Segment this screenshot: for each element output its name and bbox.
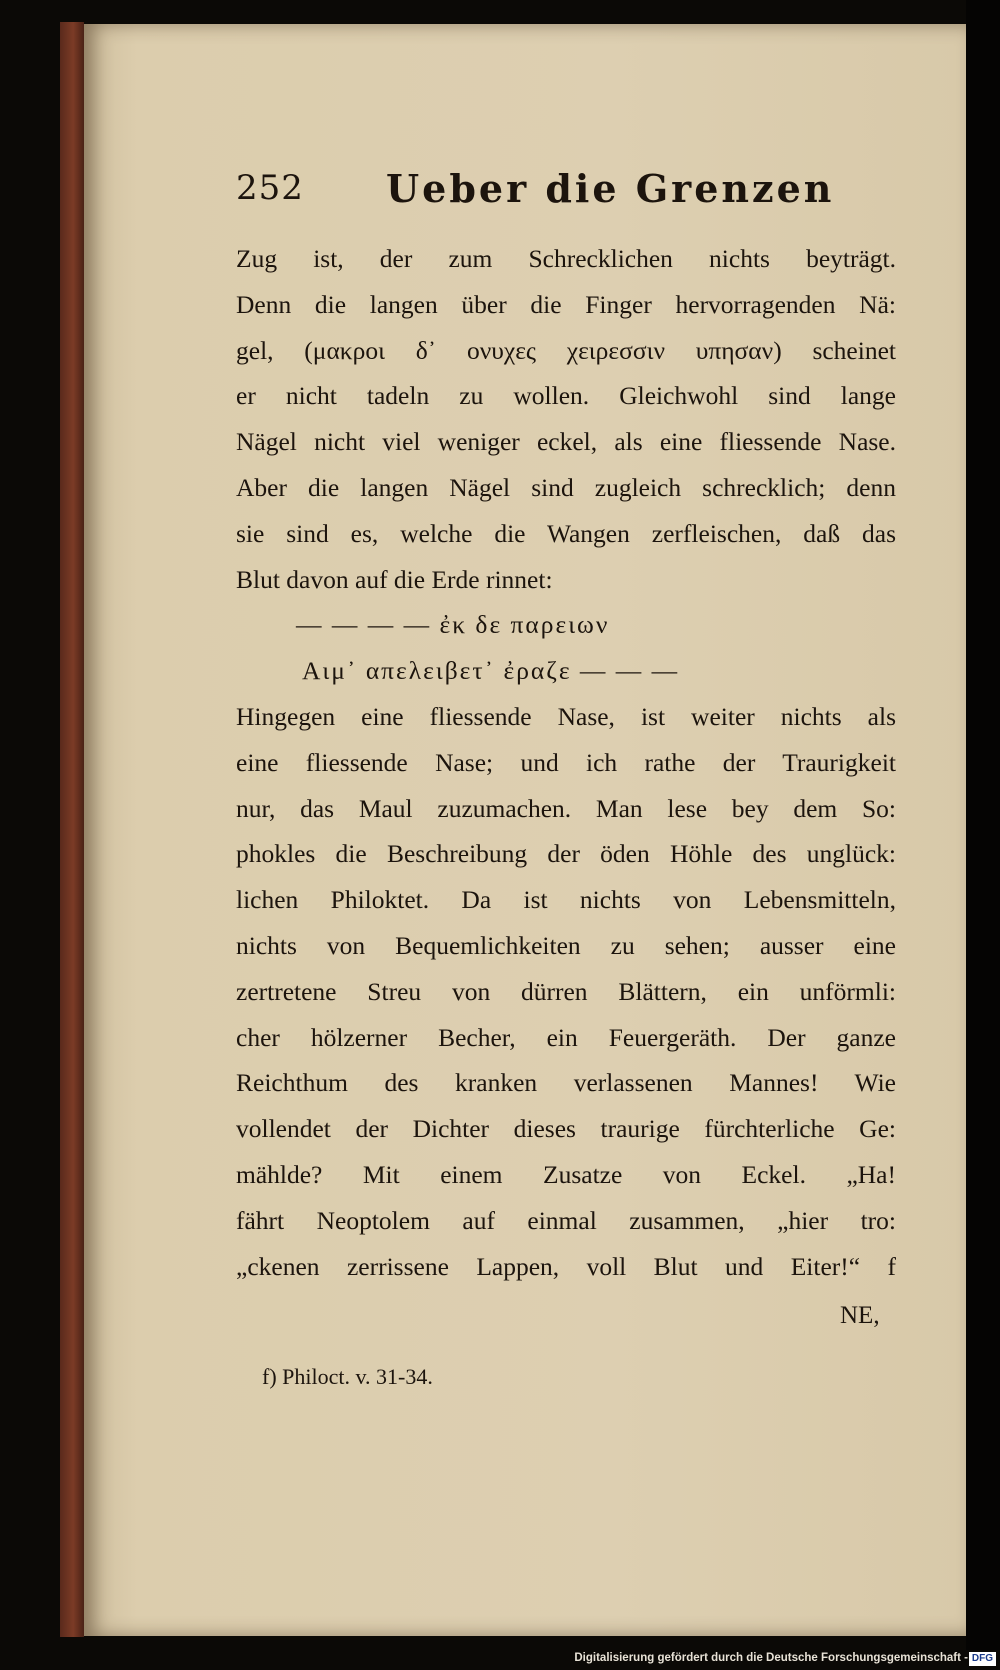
dfg-logo: DFG xyxy=(969,1652,996,1666)
text-line: Zug ist, der zum Schrecklichen nichts beyträgt. xyxy=(236,244,896,273)
text-line: nichts von Bequemlichkeiten zu sehen; ausser eine xyxy=(236,930,896,960)
text-line: Hingegen eine fliessende Nase, ist weiter nichts als xyxy=(236,701,896,731)
text-line: Reichthum des kranken verlassenen Mannes! Wie xyxy=(236,1068,896,1098)
text-line: phokles die Beschreibung der öden Höhle des unglück: xyxy=(236,839,896,869)
text-line: „ckenen zerrissene Lappen, voll Blut und Eiter!“ f xyxy=(236,1251,896,1281)
text-line: cher hölzerner Becher, ein Feuergeräth. Der ganze xyxy=(236,1022,896,1052)
text-line: Denn die langen über die Finger hervorragenden Nä: xyxy=(236,289,896,319)
text-line: Blut davon auf die Erde rinnet: xyxy=(236,564,553,594)
page-header xyxy=(236,168,896,218)
greek-quote-line: Αιμ᾽ απελειβετ᾽ ἐραζε — — — xyxy=(302,656,680,686)
catchword: NE, xyxy=(840,1302,880,1329)
body-text xyxy=(236,236,896,1289)
running-head: Ueber die Grenzen xyxy=(386,166,835,211)
text-line: fährt Neoptolem auf einmal zusammen, „hier tro: xyxy=(236,1205,896,1235)
book-edge xyxy=(60,22,84,1637)
scan-border xyxy=(966,0,1000,1670)
text-line: lichen Philoktet. Da ist nichts von Lebensmitteln, xyxy=(236,885,896,915)
text-line: zertretene Streu von dürren Blättern, ein unförmli: xyxy=(236,976,896,1006)
greek-quote-line: — — — — ἐκ δε παρειων xyxy=(296,610,610,640)
digitization-credit: Digitalisierung gefördert durch die Deutsche Forschungsgemeinschaft - xyxy=(574,1652,968,1664)
text-line: Nägel nicht viel weniger eckel, als eine fliessende Nase. xyxy=(236,427,896,457)
text-line: gel, (μακροι δ᾽ ονυχες χειρεσσιν υπησαν) scheinet xyxy=(236,335,896,365)
text-line: er nicht tadeln zu wollen. Gleichwohl sind lange xyxy=(236,381,896,411)
text-line: mählde? Mit einem Zusatze von Eckel. „Ha! xyxy=(236,1159,896,1189)
text-line: Aber die langen Nägel sind zugleich schrecklich; denn xyxy=(236,472,896,502)
text-line: vollendet der Dichter dieses traurige fürchterliche Ge: xyxy=(236,1114,896,1144)
text-line: eine fliessende Nase; und ich rathe der Traurigkeit xyxy=(236,747,896,777)
text-line: nur, das Maul zuzumachen. Man lese bey dem So: xyxy=(236,793,896,823)
footnote: f) Philoct. v. 31-34. xyxy=(262,1364,433,1389)
page-number: 252 xyxy=(236,168,304,208)
text-line: sie sind es, welche die Wangen zerfleischen, daß das xyxy=(236,518,896,548)
